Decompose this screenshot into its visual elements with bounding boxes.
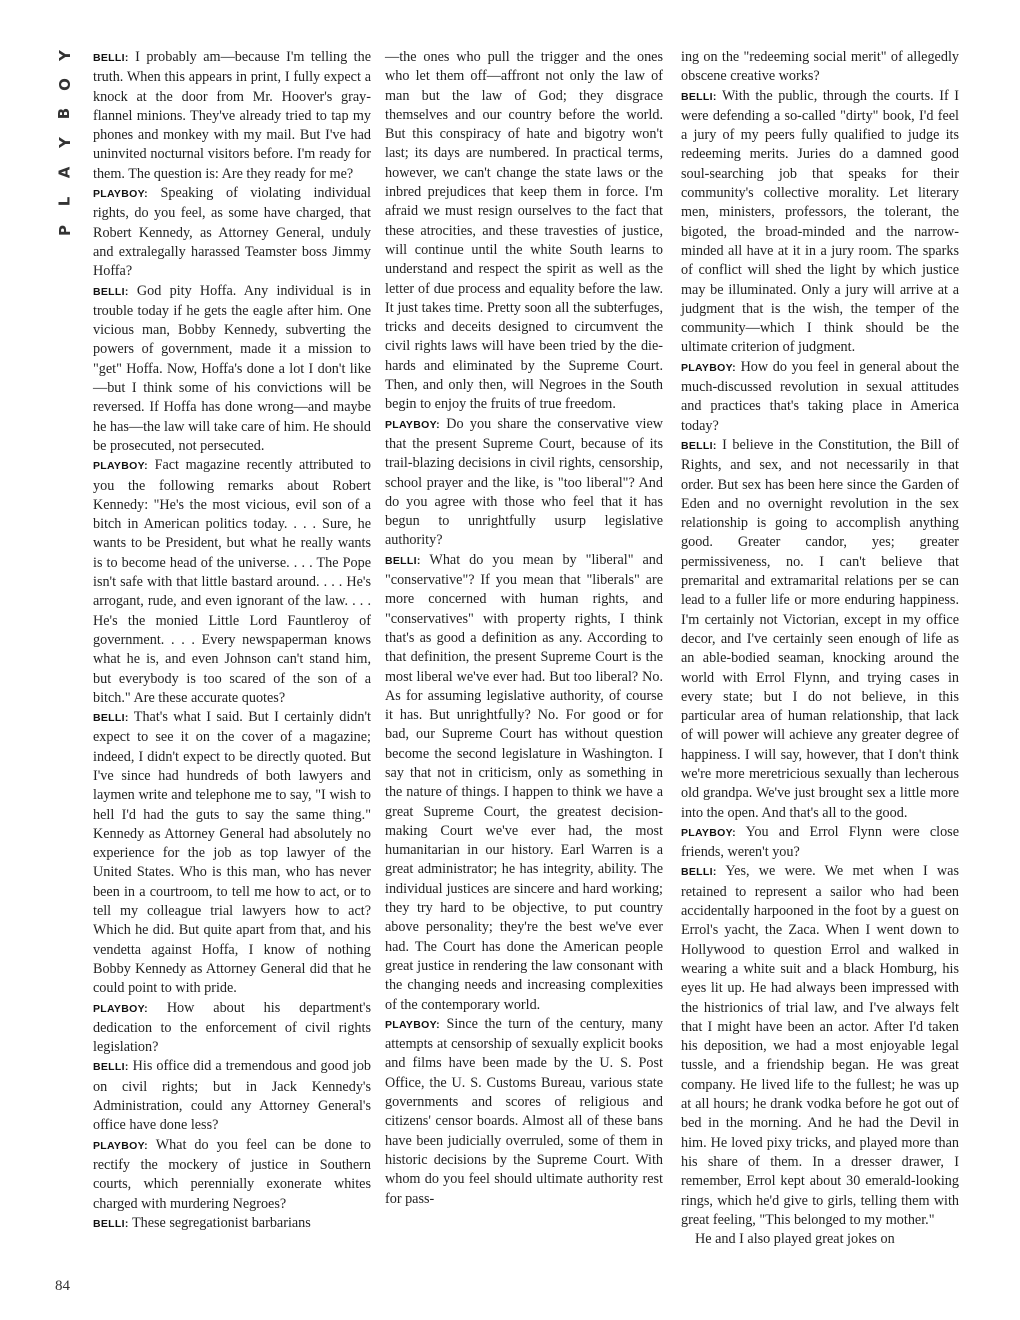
paragraph-text: Speaking of violating individual rights, do you feel, as some have charged, that Robert Kennedy, as Attorney General, unduly and extralegally harassed Teamster boss Jimmy Hoffa? <box>93 185 372 280</box>
paragraph-text: What do you feel can be done to rectify the mockery of justice in Southern courts, which perennially exonerate whites charged with murdering Negroes? <box>93 1136 371 1212</box>
paragraph-text: His office did a tremendous and good job on civil rights; but in Jack Kennedy's Administration, could any Attorney General's office have done less? <box>93 1058 372 1134</box>
interview-paragraph <box>93 1214 371 1234</box>
spine-letter: Y <box>55 50 74 61</box>
interview-paragraph <box>93 708 371 998</box>
interview-paragraph <box>93 282 371 457</box>
interview-paragraph <box>385 551 663 1015</box>
spine-letter: L <box>55 196 74 207</box>
page-number: 84 <box>55 1278 70 1294</box>
paragraph-text: These segregationist barbarians <box>131 1214 311 1231</box>
speaker-label: BELLI: <box>93 285 129 298</box>
interview-paragraph <box>681 823 959 863</box>
interview-paragraph <box>93 48 371 184</box>
paragraph-text: Yes, we were. We met when I was retained to represent a sailor who had been accidentally harpooned in the foot by a guest on Errol's yacht, the Zaca. When I went down to Hollywood to question Errol and walked in wearing a white suit and a black Homburg, his eyes lit up. He had always been impressed with the histrionics of trial law, and I've always felt that I might have been an actor. After I'd taken his deposition, we had a most enjoyable legal tussle, and a friendship began. He was great company. He lived life to the fullest; he was up at all hours; he drank vodka before he got out of bed in the morning. And he had the Devil in him. He loved pixy tricks, and played more than his share of them. In a dresser drawer, I remember, Errol kept about 30 emerald-looking rings, which he'd give to girls, telling them with great feeling, "This belonged to my mother." <box>681 863 959 1228</box>
speaker-label: BELLI: <box>385 554 421 567</box>
speaker-label: BELLI: <box>93 1061 129 1074</box>
interview-paragraph <box>681 1230 959 1249</box>
interview-paragraph <box>93 184 371 281</box>
speaker-label: BELLI: <box>681 866 717 879</box>
spine-letter: P <box>55 224 74 236</box>
paragraph-text: He and I also played great jokes on <box>695 1231 895 1248</box>
text-column-1 <box>93 48 371 1234</box>
speaker-label: BELLI: <box>681 439 717 452</box>
paragraph-text: How about his department's dedication to the enforcement of civil rights legislation? <box>93 999 372 1056</box>
speaker-label: PLAYBOY: <box>681 826 736 839</box>
interview-paragraph <box>681 358 959 436</box>
speaker-label: BELLI: <box>93 712 129 725</box>
paragraph-text: —the ones who pull the trigger and the ones who let them off—affront not only the law of man but the law of God; they disgrace themselves and our country before the world. But this conspiracy of hate and bigotry won't last; its days are numbered. In practical terms, however, we can't change the state laws or the inbred prejudices that keep them in force. I'm afraid we must resign ourselves to the fact that these atrocities, and these travesties of justice, will continue until the white South learns to understand and respect the spirit as well as the letter of due process and equality before the law. It just takes time. Pretty soon all the subterfuges, tricks and deceits designed to circumvent the civil rights laws will have been tried by the die-hards and eliminated by the Supreme Court. Then, and only then, will Negroes in the South begin to enjoy the fruits of true freedom. <box>385 49 663 413</box>
text-column-3 <box>681 48 959 1249</box>
speaker-label: BELLI: <box>93 52 129 64</box>
paragraph-text: Since the turn of the century, many attempts at censorship of sexually explicit books and films have been made by the U. S. Post Office, the U. S. Customs Bureau, various state governments and scores of religious and citizens' censor boards. Almost all of these bans have been judicially overruled, some of them in historic decisions by the Supreme Court. With whom do you feel should ultimate authority rest for pass- <box>385 1015 664 1207</box>
paragraph-text: Fact magazine recently attributed to you the following remarks about Robert Kennedy: "He's the most vicious, evil son of a bitch in American politics today. . . . Sure, he wants to be President, but what he really wants is to become head of the universe. . . . The Pope isn't safe with that little bastard around. . . . He's arrogant, rude, and even ignorant of the law. . . . He's the monied Little Lord Fauntleroy of government. . . . Every newspaperman knows what he is, and even Johnson can't stand him, but everybody is too scared of the son of a bitch." Are these accurate quotes? <box>93 457 371 706</box>
speaker-label: PLAYBOY: <box>93 460 148 473</box>
interview-paragraph <box>385 1015 663 1209</box>
interview-paragraph <box>681 862 959 1230</box>
spine-letter: B <box>55 108 74 120</box>
speaker-label: PLAYBOY: <box>681 361 736 374</box>
interview-paragraph <box>385 48 663 415</box>
paragraph-text: You and Errol Flynn were close friends, weren't you? <box>681 823 959 861</box>
speaker-label: BELLI: <box>681 90 717 103</box>
interview-paragraph <box>93 999 371 1058</box>
paragraph-text: I probably am—because I'm telling the truth. When this appears in print, I fully expect a knock at the door from Mr. Hoover's gray-flannel minions. They've already tried to tap my phones and monkey with my mail. But I've had uninvited nocturnal visitors before. I'm ready for them. The question is: Are they ready for me? <box>93 49 371 182</box>
paragraph-text: Do you share the conservative view that the present Supreme Court, because of its trail-blazing decisions in civil rights, censorship, school prayer and the like, is "too liberal"? And do you agree with those who feel that it has begun to unrightfully usurp legislative authority? <box>385 415 663 549</box>
paragraph-text: I believe in the Constitution, the Bill of Rights, and sex, and not necessarily in that order. But sex has been here since the Garden of Eden and no overnight revolution in the sex relationship is going to accomplish anything good. Greater candor, yes; greater permissiveness, no. I can't believe that premarital and extramarital relations per se can lead to a fuller life or more enduring happiness. I'm certainly not Victorian, except in my office decor, and I've certainly seen enough of life as an able-bodied seaman, knocking around the world with Errol Flynn, and trying cases in every state; but I do not believe, in this particular area of human relationship, that lack of will power will achieve any greater degree of happiness. I will say, however, that I don't think we're more meretricious sexually than lecherous old grandpa. We've just brought sex a little more into the open. And that's all to the good. <box>681 436 960 821</box>
interview-paragraph <box>681 87 959 358</box>
interview-paragraph <box>93 456 371 708</box>
speaker-label: PLAYBOY: <box>93 1139 148 1152</box>
paragraph-text: God pity Hoffa. Any individual is in trouble today if he gets the eagle after him. One vicious man, Bobby Kennedy, subverting the powers of government, made it a mission to "get" Hoffa. Now, Hoffa's done a lot I don't like—but I think some of his convictions will be reversed. If Hoffa has done wrong—and maybe he has—the law will take care of him. He should be prosecuted, not persecuted. <box>93 282 372 454</box>
magazine-spine-title <box>52 48 78 238</box>
interview-paragraph <box>93 1057 371 1135</box>
spine-letter: Y <box>55 137 74 149</box>
interview-paragraph <box>93 1136 371 1214</box>
speaker-label: PLAYBOY: <box>385 418 440 431</box>
interview-paragraph <box>681 48 959 87</box>
interview-paragraph <box>385 415 663 551</box>
text-column-2 <box>385 48 663 1209</box>
paragraph-text: With the public, through the courts. If I were defending a so-called "dirty" book, I'd feel a jury of my peers fully qualified to judge its redeeming merits. Juries do a damned good soul-searching job that speaks for their community's collective morality. Let literary men, ministers, professors, the tolerant, the bigoted, the broad-minded and the narrow-minded all have at it in a jury room. The sparks of conflict will shed the light by which justice may be illuminated. Only a jury will arrive at a judgment that is the wish, the temper of the community—which I think should be the ultimate criterion of judgment. <box>681 87 959 356</box>
spine-letter: O <box>55 78 74 92</box>
paragraph-text: That's what I said. But I certainly didn't expect to see it on the cover of a magazine; indeed, I didn't expect to be directly quoted. But I've since had hundreds of both lawyers and laymen write and telephone me to say, "I wish to hell I'd had the guts to say the same thing." Kennedy as Attorney General had absolutely no experience for the job as top lawyer of the United States. Who is this man, who has never been in a courtroom, to tell me how to act, or to tell my colleague trial lawyers how to act? Which he did. But quite apart from that, and his vendetta against Hoffa, I know of nothing Bobby Kennedy as Attorney General did that he could point to with pride. <box>93 709 371 997</box>
paragraph-text: How do you feel in general about the much-discussed revolution in sexual attitudes and practices that's taking place in America today? <box>681 358 959 434</box>
speaker-label: PLAYBOY: <box>93 188 148 201</box>
speaker-label: BELLI: <box>93 1217 129 1230</box>
speaker-label: PLAYBOY: <box>385 1018 440 1031</box>
paragraph-text: What do you mean by "liberal" and "conservative"? If you mean that "liberals" are more concerned with human rights, and "conservatives" with property rights, I think that's as good a definition as any. According to that definition, the present Supreme Court is the most liberal we've ever had. But too liberal? No. As for assuming legislative authority, of course it has. But unrightfully? No. For good or for bad, our Supreme Court has without question become the second legislature in Washington. I say that not in criticism, only as something in the nature of things. I happen to think we have a great Supreme Court, the greatest decision-making Court we've ever had, the most humanitarian in our history. Earl Warren is a great administrator; he has integrity, ability. The individual justices are sincere and hard working; they try hard to be objective, to put country above personality; they're the best we've ever had. The Court has done the American people great justice in rendering the law consonant with the changing needs and increasing complexities of the contemporary world. <box>385 551 663 1013</box>
speaker-label: PLAYBOY: <box>93 1002 148 1015</box>
interview-paragraph <box>681 436 959 823</box>
spine-letter: A <box>55 166 74 178</box>
paragraph-text: ing on the "redeeming social merit" of allegedly obscene creative works? <box>681 49 959 85</box>
